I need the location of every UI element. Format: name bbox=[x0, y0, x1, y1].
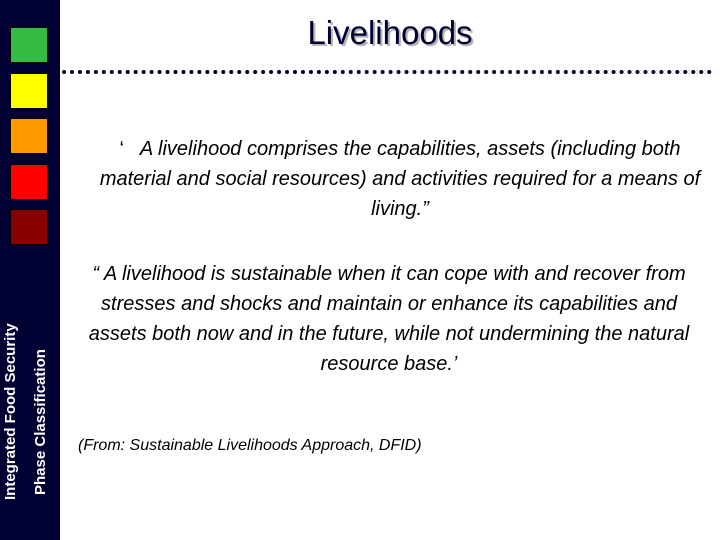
sidebar-title-line2: Phase Classification bbox=[32, 349, 49, 495]
slide-title: Livelihoods bbox=[307, 14, 473, 51]
definition-quote-text: A livelihood comprises the capabilities, assets (including both material and social resources) and activities required for a means of living.” bbox=[99, 138, 701, 220]
phase-4-swatch bbox=[10, 164, 48, 200]
sustainability-quote: “ A livelihood is sustainable when it can cope with and recover from stresses and shocks and maintain or enhance its capabilities and assets both now and in the future, while not undermining the natural resource base.’ bbox=[88, 263, 690, 375]
phase-5-swatch bbox=[10, 209, 48, 245]
definition-quote bbox=[90, 134, 710, 224]
phase-1-swatch bbox=[10, 27, 48, 63]
quote-mark: ‘ bbox=[119, 138, 124, 160]
phase-3-swatch bbox=[10, 118, 48, 154]
phase-2-swatch bbox=[10, 73, 48, 109]
source-citation: (From: Sustainable Livelihoods Approach, DFID) bbox=[78, 437, 422, 454]
left-sidebar bbox=[0, 0, 60, 540]
title-divider bbox=[62, 70, 712, 74]
sidebar-title-line1: Integrated Food Security bbox=[2, 323, 19, 500]
